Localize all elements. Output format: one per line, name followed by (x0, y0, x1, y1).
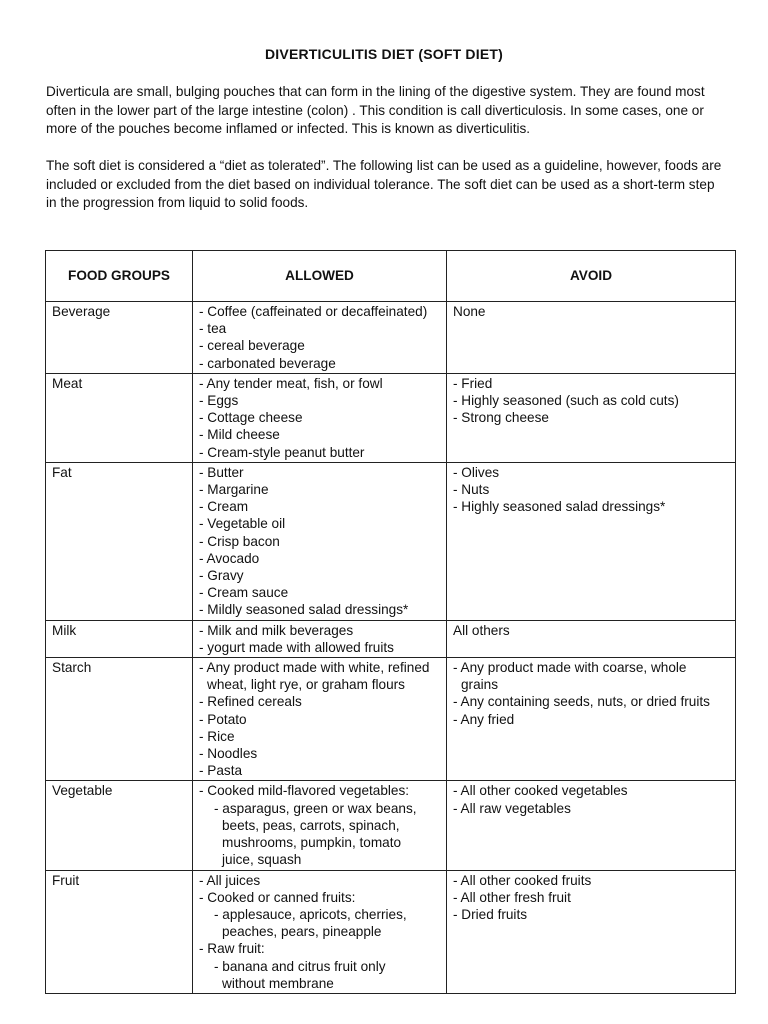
food-group-cell (46, 781, 193, 870)
allowed-item: - yogurt made with allowed fruits (199, 639, 394, 655)
allowed-cell (193, 658, 447, 781)
allowed-item: - Any product made with white, refined (199, 660, 430, 676)
allowed-item: - Pasta (199, 763, 243, 779)
allowed-item: - carbonated beverage (199, 355, 336, 371)
header-avoid: AVOID (447, 251, 736, 302)
document-title: DIVERTICULITIS DIET (SOFT DIET) (265, 46, 503, 62)
allowed-item: - Potato (199, 711, 247, 727)
allowed-cell (193, 620, 447, 657)
food-group-name: Fruit (52, 872, 80, 888)
header-allowed: ALLOWED (193, 251, 447, 302)
allowed-item: - Avocado (199, 550, 260, 566)
avoid-cell (447, 302, 736, 374)
food-group-cell (46, 870, 193, 993)
food-group-name: Fat (52, 464, 72, 480)
soft-diet-paragraph: The soft diet is considered a “diet as tolerated”. The following list can be used as a guideline, however, foods are included or excluded from the diet based on individual tolerance. The soft diet can be used as a short-term step in the progression from liquid to solid foods. (46, 158, 722, 210)
avoid-item: - Strong cheese (453, 410, 549, 426)
food-group-name: Starch (52, 660, 92, 676)
table-row (46, 302, 736, 374)
allowed-item: - Cream sauce (199, 585, 289, 601)
table-row (46, 870, 736, 993)
allowed-cell (193, 373, 447, 462)
allowed-item: - Gravy (199, 568, 244, 584)
food-group-name: Meat (52, 375, 83, 391)
avoid-item: - All other cooked vegetables (453, 783, 628, 799)
allowed-item: mushrooms, pumpkin, tomato (222, 835, 402, 851)
allowed-cell (193, 781, 447, 870)
allowed-item: - Cottage cheese (199, 410, 303, 426)
avoid-item: grains (461, 677, 499, 693)
avoid-item: - Highly seasoned salad dressings* (453, 499, 666, 515)
allowed-item: juice, squash (222, 852, 302, 868)
food-group-cell (46, 373, 193, 462)
food-group-cell (46, 462, 193, 620)
intro-paragraph: Diverticula are small, bulging pouches that can form in the lining of the digestive system. They are found most often in the lower part of the large intestine (colon) . This condition is call diverticulosis. In some cases, one or more of the pouches become inflamed or infected. This is known as diverticulitis. (46, 84, 705, 136)
food-group-cell (46, 620, 193, 657)
allowed-item: - Eggs (199, 393, 239, 409)
avoid-cell (447, 658, 736, 781)
allowed-item: - tea (199, 321, 227, 337)
avoid-item: - Olives (453, 464, 500, 480)
allowed-item: - Raw fruit: (199, 941, 265, 957)
table-header-row (46, 251, 736, 302)
table-body (46, 302, 736, 994)
diet-table (45, 250, 736, 994)
allowed-item: - Any tender meat, fish, or fowl (199, 375, 383, 391)
allowed-item: - applesauce, apricots, cherries, (214, 906, 407, 922)
avoid-cell (447, 462, 736, 620)
avoid-item: None (453, 304, 486, 319)
avoid-item: - Fried (453, 375, 493, 391)
avoid-item: - Any product made with coarse, whole (453, 660, 687, 676)
avoid-item: All others (453, 622, 510, 638)
avoid-item: - Highly seasoned (such as cold cuts) (453, 393, 679, 409)
allowed-item: peaches, pears, pineapple (222, 924, 382, 940)
food-group-cell (46, 658, 193, 781)
avoid-item: - All other fresh fruit (453, 889, 571, 905)
allowed-item: - Butter (199, 464, 244, 480)
allowed-item: - Cooked mild-flavored vegetables: (199, 783, 410, 799)
food-group-name: Vegetable (52, 783, 113, 799)
avoid-item: - Any fried (453, 711, 515, 727)
allowed-item: - Refined cereals (199, 694, 302, 710)
avoid-item: - Nuts (453, 482, 490, 498)
allowed-item: - Rice (199, 728, 235, 744)
table-row (46, 373, 736, 462)
table-row (46, 658, 736, 781)
allowed-item: - Margarine (199, 482, 269, 498)
allowed-item: - asparagus, green or wax beans, (214, 800, 417, 816)
allowed-item: - Crisp bacon (199, 533, 280, 549)
allowed-item: - Cream (199, 499, 249, 515)
header-food-groups: FOOD GROUPS (46, 251, 193, 302)
allowed-item: - Cooked or canned fruits: (199, 889, 356, 905)
avoid-cell (447, 870, 736, 993)
avoid-item: - Any containing seeds, nuts, or dried fruits (453, 694, 710, 710)
avoid-item: - All other cooked fruits (453, 872, 592, 888)
food-group-cell (46, 302, 193, 374)
food-group-name: Milk (52, 622, 77, 638)
avoid-item: - All raw vegetables (453, 800, 571, 816)
allowed-item: - Mild cheese (199, 427, 280, 443)
allowed-item: - cereal beverage (199, 338, 305, 354)
food-group-name: Beverage (52, 304, 111, 319)
table-row (46, 462, 736, 620)
allowed-item: - Noodles (199, 746, 258, 762)
allowed-item: - Milk and milk beverages (199, 622, 354, 638)
allowed-item: beets, peas, carrots, spinach, (222, 817, 400, 833)
allowed-cell (193, 302, 447, 374)
allowed-item: - Cream-style peanut butter (199, 444, 365, 460)
table-row (46, 781, 736, 870)
allowed-item: - Vegetable oil (199, 516, 286, 532)
avoid-item: - Dried fruits (453, 906, 528, 922)
allowed-item: without membrane (222, 975, 334, 991)
avoid-cell (447, 373, 736, 462)
allowed-cell (193, 462, 447, 620)
allowed-item: - Coffee (caffeinated or decaffeinated) (199, 304, 428, 319)
avoid-cell (447, 620, 736, 657)
allowed-item: wheat, light rye, or graham flours (207, 677, 405, 693)
table-row (46, 620, 736, 657)
allowed-cell (193, 870, 447, 993)
avoid-cell (447, 781, 736, 870)
allowed-item: - All juices (199, 872, 261, 888)
allowed-item: - Mildly seasoned salad dressings* (199, 602, 409, 618)
allowed-item: - banana and citrus fruit only (214, 958, 386, 974)
